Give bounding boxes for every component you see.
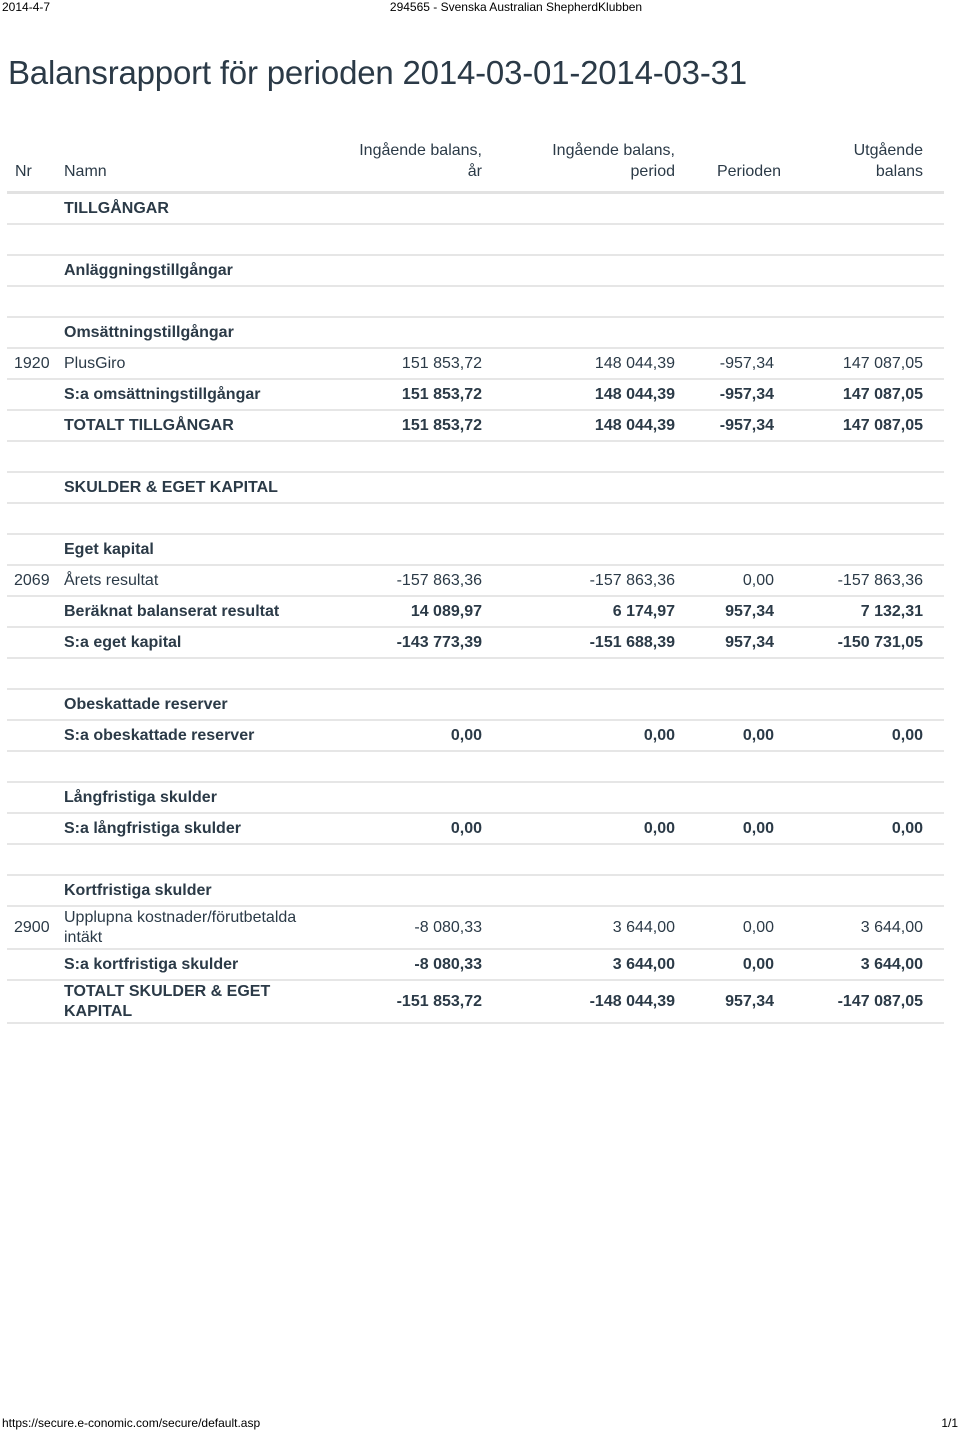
ingaende-balans-period: [503, 751, 696, 782]
account-number: [7, 317, 64, 348]
column-header-utgaende-balans: Utgående balans: [795, 140, 944, 193]
section-row: [7, 317, 944, 348]
account-name: [64, 286, 332, 317]
spacer-row: [7, 286, 944, 317]
print-date: 2014-4-7: [2, 0, 51, 14]
column-header-namn: Namn: [64, 140, 332, 193]
utgaende-balans: [795, 658, 944, 689]
account-number: [7, 596, 64, 627]
spacer-row: [7, 658, 944, 689]
ingaende-balans-period: 148 044,39: [503, 379, 696, 410]
account-number: [7, 472, 64, 503]
section-row: [7, 534, 944, 565]
account-name: Kortfristiga skulder: [64, 875, 332, 906]
spacer-row: [7, 844, 944, 875]
perioden-value: [696, 472, 795, 503]
ingaende-balans-ar: 151 853,72: [332, 348, 503, 379]
ingaende-balans-ar: 0,00: [332, 720, 503, 751]
perioden-value: 957,34: [696, 596, 795, 627]
ingaende-balans-period: 6 174,97: [503, 596, 696, 627]
ingaende-balans-period: 148 044,39: [503, 410, 696, 441]
ingaende-balans-period: 3 644,00: [503, 906, 696, 949]
ingaende-balans-period: [503, 193, 696, 225]
perioden-value: [696, 844, 795, 875]
account-name: Omsättningstillgångar: [64, 317, 332, 348]
table-row: [7, 596, 944, 627]
section-row: [7, 255, 944, 286]
ingaende-balans-ar: [332, 658, 503, 689]
table-row: [7, 348, 944, 379]
section-row: [7, 782, 944, 813]
section-row: [7, 472, 944, 503]
ingaende-balans-ar: -157 863,36: [332, 565, 503, 596]
section-row: [7, 875, 944, 906]
perioden-value: 0,00: [696, 565, 795, 596]
ingaende-balans-period: -151 688,39: [503, 627, 696, 658]
account-name: Beräknat balanserat resultat: [64, 596, 332, 627]
account-name: TILLGÅNGAR: [64, 193, 332, 225]
perioden-value: [696, 751, 795, 782]
utgaende-balans: 147 087,05: [795, 348, 944, 379]
ingaende-balans-ar: 151 853,72: [332, 379, 503, 410]
ingaende-balans-period: [503, 441, 696, 472]
ingaende-balans-ar: 151 853,72: [332, 410, 503, 441]
ingaende-balans-ar: [332, 503, 503, 534]
ingaende-balans-ar: -143 773,39: [332, 627, 503, 658]
perioden-value: [696, 317, 795, 348]
account-name: [64, 224, 332, 255]
utgaende-balans: [795, 286, 944, 317]
account-name: [64, 441, 332, 472]
utgaende-balans: [795, 875, 944, 906]
ingaende-balans-ar: [332, 193, 503, 225]
table-row: [7, 627, 944, 658]
perioden-value: [696, 534, 795, 565]
account-name: S:a långfristiga skulder: [64, 813, 332, 844]
ingaende-balans-ar: [332, 441, 503, 472]
ingaende-balans-period: [503, 255, 696, 286]
utgaende-balans: [795, 255, 944, 286]
account-number: [7, 503, 64, 534]
column-header-ingaende-balans-ar: Ingående balans, år: [332, 140, 503, 193]
perioden-value: [696, 658, 795, 689]
table-row: [7, 720, 944, 751]
ingaende-balans-ar: [332, 782, 503, 813]
account-name: S:a eget kapital: [64, 627, 332, 658]
account-number: [7, 441, 64, 472]
ingaende-balans-ar: [332, 472, 503, 503]
print-footer: [0, 1416, 960, 1432]
table-row: [7, 565, 944, 596]
utgaende-balans: [795, 224, 944, 255]
utgaende-balans: [795, 782, 944, 813]
page-title: Balansrapport för perioden 2014-03-01-2014-03-31: [8, 54, 747, 91]
perioden-value: 0,00: [696, 720, 795, 751]
utgaende-balans: 0,00: [795, 720, 944, 751]
ingaende-balans-ar: [332, 751, 503, 782]
account-name: S:a kortfristiga skulder: [64, 949, 332, 980]
table-row: [7, 813, 944, 844]
table-row: [7, 980, 944, 1023]
account-number: [7, 844, 64, 875]
account-number: [7, 813, 64, 844]
account-number: [7, 980, 64, 1023]
perioden-value: -957,34: [696, 379, 795, 410]
perioden-value: [696, 286, 795, 317]
account-name: Långfristiga skulder: [64, 782, 332, 813]
ingaende-balans-period: [503, 472, 696, 503]
account-number: 1920: [7, 348, 64, 379]
account-name: Anläggningstillgångar: [64, 255, 332, 286]
perioden-value: [696, 875, 795, 906]
account-number: [7, 534, 64, 565]
ingaende-balans-period: [503, 689, 696, 720]
account-number: [7, 875, 64, 906]
balance-report-table: [7, 140, 944, 1024]
column-header-nr: Nr: [7, 140, 64, 193]
ingaende-balans-ar: [332, 224, 503, 255]
perioden-value: [696, 689, 795, 720]
ingaende-balans-ar: [332, 689, 503, 720]
utgaende-balans: -150 731,05: [795, 627, 944, 658]
spacer-row: [7, 503, 944, 534]
ingaende-balans-period: 0,00: [503, 813, 696, 844]
ingaende-balans-ar: [332, 534, 503, 565]
print-url: https://secure.e-conomic.com/secure/default.asp: [2, 1416, 261, 1430]
account-name: [64, 844, 332, 875]
perioden-value: 0,00: [696, 813, 795, 844]
ingaende-balans-ar: [332, 317, 503, 348]
account-number: 2069: [7, 565, 64, 596]
ingaende-balans-ar: -8 080,33: [332, 906, 503, 949]
ingaende-balans-period: [503, 658, 696, 689]
account-name: [64, 658, 332, 689]
ingaende-balans-ar: [332, 875, 503, 906]
account-number: [7, 193, 64, 225]
utgaende-balans: 0,00: [795, 813, 944, 844]
ingaende-balans-ar: 14 089,97: [332, 596, 503, 627]
section-row: [7, 689, 944, 720]
table-header-row: [7, 140, 944, 193]
utgaende-balans: 3 644,00: [795, 906, 944, 949]
ingaende-balans-ar: -8 080,33: [332, 949, 503, 980]
perioden-value: 0,00: [696, 906, 795, 949]
ingaende-balans-ar: 0,00: [332, 813, 503, 844]
account-number: [7, 782, 64, 813]
ingaende-balans-period: [503, 534, 696, 565]
account-name: Årets resultat: [64, 565, 332, 596]
utgaende-balans: 7 132,31: [795, 596, 944, 627]
utgaende-balans: -157 863,36: [795, 565, 944, 596]
perioden-value: [696, 441, 795, 472]
perioden-value: -957,34: [696, 348, 795, 379]
perioden-value: [696, 193, 795, 225]
account-number: [7, 720, 64, 751]
ingaende-balans-period: -157 863,36: [503, 565, 696, 596]
column-header-ingaende-balans-period: Ingående balans, period: [503, 140, 696, 193]
utgaende-balans: [795, 472, 944, 503]
table-row: [7, 906, 944, 949]
section-row: [7, 193, 944, 225]
table-row: [7, 949, 944, 980]
ingaende-balans-period: [503, 224, 696, 255]
account-name: Obeskattade reserver: [64, 689, 332, 720]
ingaende-balans-ar: [332, 286, 503, 317]
account-name: [64, 751, 332, 782]
perioden-value: 957,34: [696, 980, 795, 1023]
ingaende-balans-period: [503, 782, 696, 813]
ingaende-balans-ar: -151 853,72: [332, 980, 503, 1023]
account-name: Eget kapital: [64, 534, 332, 565]
account-name: [64, 503, 332, 534]
ingaende-balans-period: 148 044,39: [503, 348, 696, 379]
utgaende-balans: [795, 689, 944, 720]
utgaende-balans: [795, 441, 944, 472]
account-name: TOTALT TILLGÅNGAR: [64, 410, 332, 441]
print-header: [0, 0, 960, 16]
utgaende-balans: [795, 317, 944, 348]
account-number: [7, 379, 64, 410]
account-number: [7, 627, 64, 658]
account-number: [7, 658, 64, 689]
account-name: S:a omsättningstillgångar: [64, 379, 332, 410]
utgaende-balans: 147 087,05: [795, 410, 944, 441]
utgaende-balans: [795, 751, 944, 782]
account-number: [7, 410, 64, 441]
account-name: S:a obeskattade reserver: [64, 720, 332, 751]
ingaende-balans-period: [503, 875, 696, 906]
account-name: SKULDER & EGET KAPITAL: [64, 472, 332, 503]
utgaende-balans: [795, 844, 944, 875]
account-number: 2900: [7, 906, 64, 949]
perioden-value: 957,34: [696, 627, 795, 658]
print-title: 294565 - Svenska Australian ShepherdKlubben: [389, 0, 643, 14]
utgaende-balans: 147 087,05: [795, 379, 944, 410]
column-header-perioden: Perioden: [696, 140, 795, 193]
account-number: [7, 255, 64, 286]
utgaende-balans: 3 644,00: [795, 949, 944, 980]
perioden-value: 0,00: [696, 949, 795, 980]
ingaende-balans-period: 0,00: [503, 720, 696, 751]
account-number: [7, 751, 64, 782]
account-name: PlusGiro: [64, 348, 332, 379]
perioden-value: [696, 782, 795, 813]
ingaende-balans-period: [503, 286, 696, 317]
perioden-value: -957,34: [696, 410, 795, 441]
table-row: [7, 379, 944, 410]
ingaende-balans-ar: [332, 844, 503, 875]
ingaende-balans-period: -148 044,39: [503, 980, 696, 1023]
perioden-value: [696, 255, 795, 286]
utgaende-balans: [795, 503, 944, 534]
ingaende-balans-period: [503, 503, 696, 534]
account-number: [7, 224, 64, 255]
account-name: TOTALT SKULDER & EGET KAPITAL: [64, 980, 332, 1023]
table-body: [7, 193, 944, 1024]
spacer-row: [7, 441, 944, 472]
utgaende-balans: [795, 534, 944, 565]
ingaende-balans-ar: [332, 255, 503, 286]
spacer-row: [7, 751, 944, 782]
perioden-value: [696, 503, 795, 534]
ingaende-balans-period: [503, 317, 696, 348]
utgaende-balans: -147 087,05: [795, 980, 944, 1023]
utgaende-balans: [795, 193, 944, 225]
account-number: [7, 689, 64, 720]
account-number: [7, 286, 64, 317]
perioden-value: [696, 224, 795, 255]
table-row: [7, 410, 944, 441]
ingaende-balans-period: 3 644,00: [503, 949, 696, 980]
spacer-row: [7, 224, 944, 255]
ingaende-balans-period: [503, 844, 696, 875]
print-page-number: 1/1: [941, 1416, 958, 1430]
account-number: [7, 949, 64, 980]
account-name: Upplupna kostnader/förutbetalda intäkt: [64, 906, 332, 949]
